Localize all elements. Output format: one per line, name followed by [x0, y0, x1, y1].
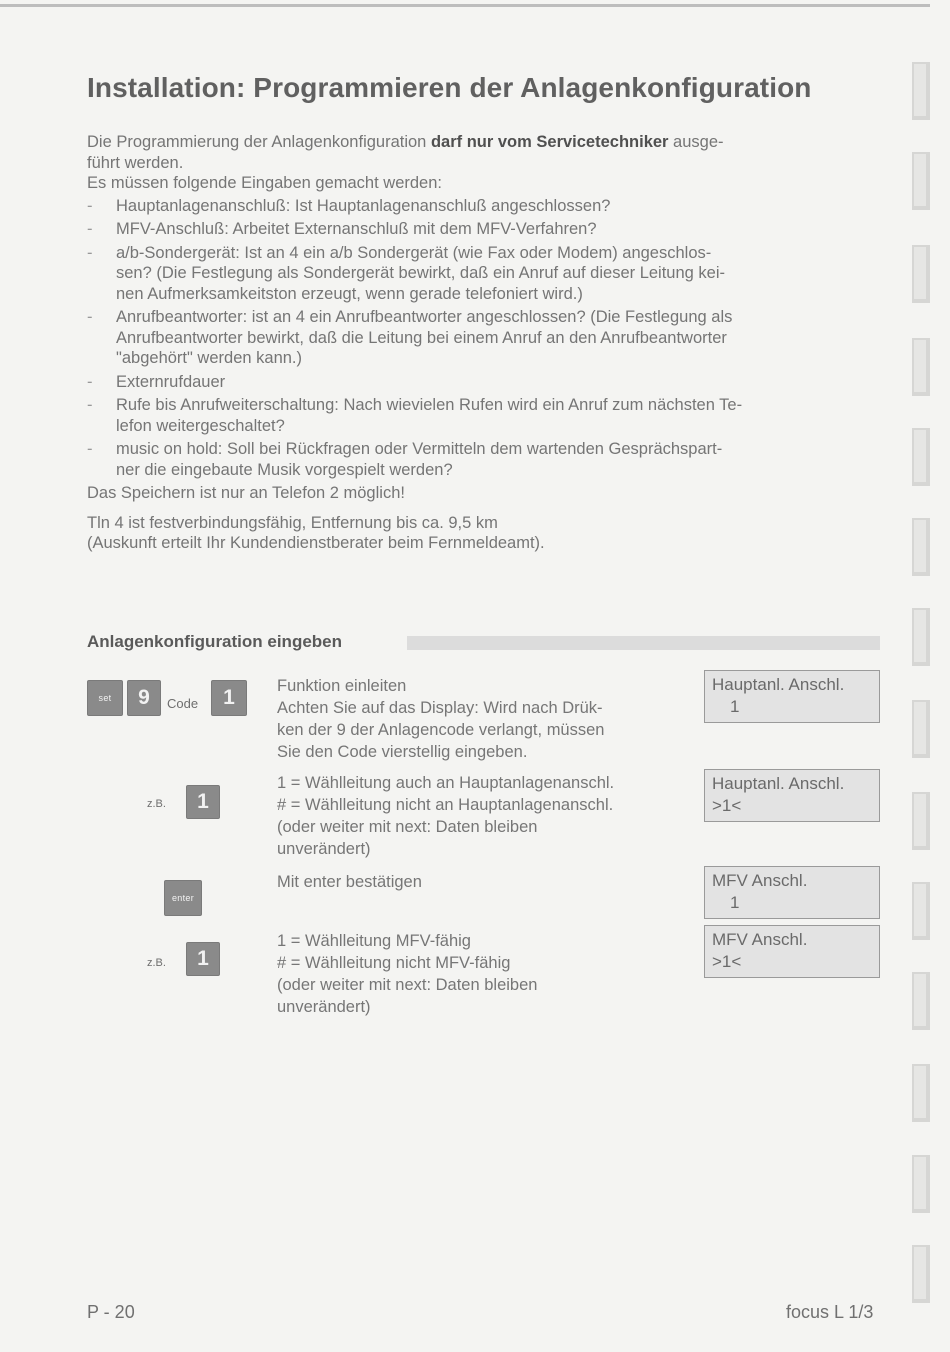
intro-text	[87, 132, 887, 554]
step-4-text: 1 = Wählleitung MFV-fähig # = Wählleitung nicht MFV-fähig (oder weiter mit next: Daten bleiben unverändert)	[277, 932, 538, 1016]
enter-key-icon: enter	[164, 880, 202, 916]
line-note: Tln 4 ist festverbindungsfähig, Entfernung bis ca. 9,5 km (Auskunft erteilt Ihr Kundendienstberater beim Fernmeldeamt).	[87, 513, 545, 552]
register-tab	[912, 792, 930, 850]
list-item: - a/b-Sondergerät: Ist an 4 ein a/b Sondergerät (wie Fax oder Modem) angeschlos- sen? (Die Festlegung als Sondergerät bewirkt, daß ein Anruf auf dieser Leitung kei- nen Aufmerksamkeitston erzeugt, wenn gerade telefoniert wird.)	[87, 243, 726, 303]
zb-label: z.B.	[147, 957, 166, 969]
top-rule	[0, 4, 930, 7]
one-key-icon: 1	[186, 942, 220, 976]
register-tab	[912, 972, 930, 1030]
list-item: - Externrufdauer	[87, 372, 226, 391]
section-header	[87, 632, 880, 654]
one-key-icon: 1	[211, 680, 247, 716]
register-tab	[912, 338, 930, 396]
intro-p1-end: ausge-	[668, 133, 724, 151]
intro-p1-bold: darf nur vom Servicetechniker	[430, 133, 669, 151]
lcd-display: Hauptanl. Anschl. >1<	[704, 769, 880, 822]
register-tab	[912, 1155, 930, 1213]
code-label: Code	[167, 696, 199, 711]
register-tab	[912, 428, 930, 486]
requirements-list	[87, 196, 887, 481]
step-2-text: 1 = Wählleitung auch an Hauptanlagenanschl. # = Wählleitung nicht an Hauptanlagenanschl. (oder weiter mit next: Daten bleiben unverändert)	[277, 774, 615, 858]
register-tab	[912, 608, 930, 666]
register-tab	[912, 1245, 930, 1303]
storage-note: Das Speichern ist nur an Telefon 2 möglich!	[87, 484, 405, 502]
lcd-display: MFV Anschl. 1	[704, 866, 880, 919]
register-tab	[912, 152, 930, 210]
set-key-icon: set	[87, 680, 123, 716]
section-title: Anlagenkonfiguration eingeben	[87, 632, 352, 651]
register-tab	[912, 245, 930, 303]
intro-paragraph-2: Es müssen folgende Eingaben gemacht werden:	[87, 174, 442, 192]
zb-label: z.B.	[147, 798, 166, 810]
register-tab	[912, 882, 930, 940]
section-bar	[407, 636, 880, 650]
lcd-display: Hauptanl. Anschl. 1	[704, 670, 880, 723]
step-1-text: Funktion einleiten Achten Sie auf das Display: Wird nach Drük- ken der 9 der Anlagencode verlangt, müssen Sie den Code vierstellig eingeben.	[277, 677, 605, 761]
register-tab	[912, 518, 930, 576]
step-3-text: Mit enter bestätigen	[277, 873, 422, 891]
product-name: focus L 1/3	[786, 1302, 874, 1322]
register-tab	[912, 700, 930, 758]
list-item: - Hauptanlagenanschluß: Ist Hauptanlagenanschluß angeschlossen?	[87, 196, 611, 215]
one-key-icon: 1	[186, 785, 220, 819]
list-item: - Anrufbeantworter: ist an 4 ein Anrufbeantworter angeschlossen? (Die Festlegung als Anrufbeantworter bewirkt, daß die Leitung bei einem Anruf an den Anrufbeantworter "abgehört" werden kann.)	[87, 308, 733, 367]
intro-p1-line2: führt werden.	[87, 153, 184, 172]
list-item: - Rufe bis Anrufweiterschaltung: Nach wievielen Rufen wird ein Anruf zum nächsten Te- lefon weitergeschaltet?	[87, 396, 743, 435]
page-number: P - 20	[87, 1302, 135, 1322]
page-title: Installation: Programmieren der Anlagenkonfiguration	[87, 72, 812, 103]
register-tab	[912, 1064, 930, 1122]
intro-paragraph-1	[87, 132, 887, 173]
nine-key-icon: 9	[127, 680, 161, 716]
list-item: - music on hold: Soll bei Rückfragen oder Vermitteln dem wartenden Gesprächspart- ner die eingebaute Musik vorgespielt werden?	[87, 440, 723, 479]
register-tab	[912, 62, 930, 120]
list-item: - MFV-Anschluß: Arbeitet Externanschluß mit dem MFV-Verfahren?	[87, 220, 597, 238]
intro-p1-start: Die Programmierung der Anlagenkonfiguration	[87, 133, 431, 151]
lcd-display: MFV Anschl. >1<	[704, 925, 880, 978]
